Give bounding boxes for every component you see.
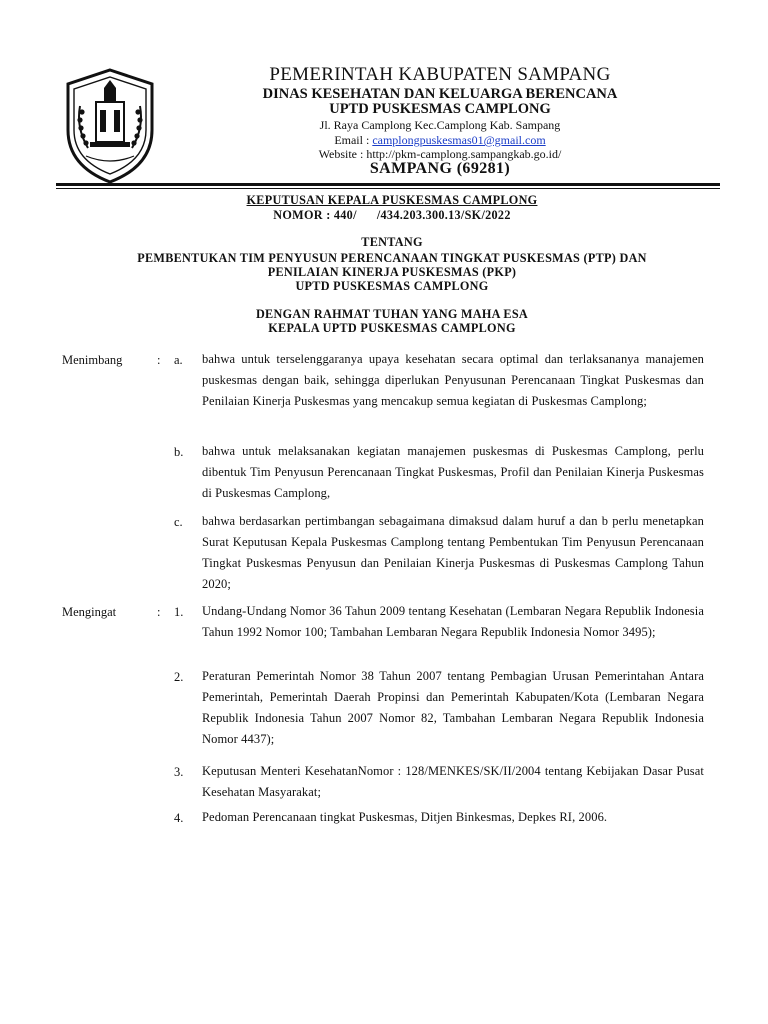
decree-subject-line2: PENILAIAN KINERJA PUSKESMAS (PKP) (267, 265, 517, 279)
decree-issuer: KEPALA UPTD PUSKESMAS CAMPLONG (268, 321, 516, 335)
letterhead-government: PEMERINTAH KABUPATEN SAMPANG (269, 64, 611, 85)
mengingat-item-4: Pedoman Perencanaan tingkat Puskesmas, Ditjen Binkesmas, Depkes RI, 2006. (202, 810, 608, 824)
mengingat-item-3: Keputusan Menteri KesehatanNomor : 128/MENKES/SK/II/2004 tentang Kebijakan Dasar Pusat Kesehatan Masyarakat; (202, 764, 704, 799)
mengingat-mark-1: 1. (174, 605, 184, 619)
menimbang-item-c: bahwa berdasarkan pertimbangan sebagaimana dimaksud dalam huruf a dan b perlu menetapkan Surat Keputusan Kepala Puskesmas Camplong tentang Pembentukan Tim Penyusun Perencanaan Tingkat Puskesmas Penyusun dan Penilaian Kinerja Puskesmas di Puskesmas Camplong Tahun 2020; (202, 514, 704, 591)
letterhead-divider-thin (56, 188, 720, 189)
letterhead-city: SAMPANG (69281) (369, 160, 511, 177)
mengingat-mark-3: 3. (174, 765, 184, 779)
letterhead-department: DINAS KESEHATAN DAN KELUARGA BERENCANA (262, 86, 618, 102)
mengingat-mark-2: 2. (174, 670, 184, 684)
email-link[interactable]: camplongpuskesmas01@gmail.com (372, 133, 546, 147)
mengingat-label: Mengingat (62, 605, 117, 619)
letterhead-email-line (190, 133, 690, 148)
menimbang-colon: : (157, 353, 161, 367)
letterhead-unit: UPTD PUSKESMAS CAMPLONG (329, 101, 551, 117)
menimbang-item-a: bahwa untuk terselenggaranya upaya kesehatan secara optimal dan terlaksananya manajemen puskesmas dengan baik, sehingga diperlukan Penyusunan Perencanaan Tingkat Puskesmas dan Penilaian Kinerja Puskesmas yang mencakup semua kegiatan di Puskesmas Camplong; (202, 352, 704, 408)
regency-seal-logo (60, 66, 160, 186)
letterhead-website: Website : http://pkm-camplong.sampangkab.go.id/ (318, 147, 562, 161)
mengingat-mark-4: 4. (174, 811, 184, 825)
decree-title-wrap (60, 193, 724, 208)
menimbang-item-b: bahwa untuk melaksanakan kegiatan manajemen puskesmas di Puskesmas Camplong, perlu dibentuk Tim Penyusun Perencanaan Tingkat Puskesmas, Profil dan Penilaian Kinerja Puskesmas di Puskesmas Camplong, (202, 444, 704, 500)
mengingat-colon: : (157, 605, 161, 619)
menimbang-label: Menimbang (62, 353, 123, 367)
menimbang-mark-b: b. (174, 445, 184, 459)
decree-number: NOMOR : 440/ /434.203.300.13/SK/2022 (273, 208, 511, 222)
letterhead-address: Jl. Raya Camplong Kec.Camplong Kab. Sampang (319, 118, 561, 132)
mengingat-item-1: Undang-Undang Nomor 36 Tahun 2009 tentang Kesehatan (Lembaran Negara Republik Indonesia Tahun 1992 Nomor 100; Tambahan Lembaran Negara Republik Indonesia Nomor 3495); (202, 604, 704, 639)
mengingat-item-2: Peraturan Pemerintah Nomor 38 Tahun 2007 tentang Pembagian Urusan Pemerintahan Antara Pemerintah, Pemerintah Daerah Propinsi dan Pemerintah Kabupaten/Kota (Lembaran Negara Republik Indonesia Tahun 2007 Nomor 82, Tambahan Lembaran Negara Republik Indonesia Nomor 4437); (202, 669, 704, 746)
decree-grace: DENGAN RAHMAT TUHAN YANG MAHA ESA (255, 307, 529, 321)
menimbang-mark-c: c. (174, 515, 183, 529)
decree-about: TENTANG (361, 235, 423, 249)
menimbang-mark-a: a. (174, 353, 183, 367)
letterhead-divider-thick (56, 183, 720, 186)
decree-subject-line3: UPTD PUSKESMAS CAMPLONG (295, 279, 489, 293)
decree-title: KEPUTUSAN KEPALA PUSKESMAS CAMPLONG (246, 193, 538, 207)
email-label: Email : (334, 133, 373, 147)
decree-subject-line1: PEMBENTUKAN TIM PENYUSUN PERENCANAAN TINGKAT PUSKESMAS (PTP) DAN (137, 251, 647, 265)
